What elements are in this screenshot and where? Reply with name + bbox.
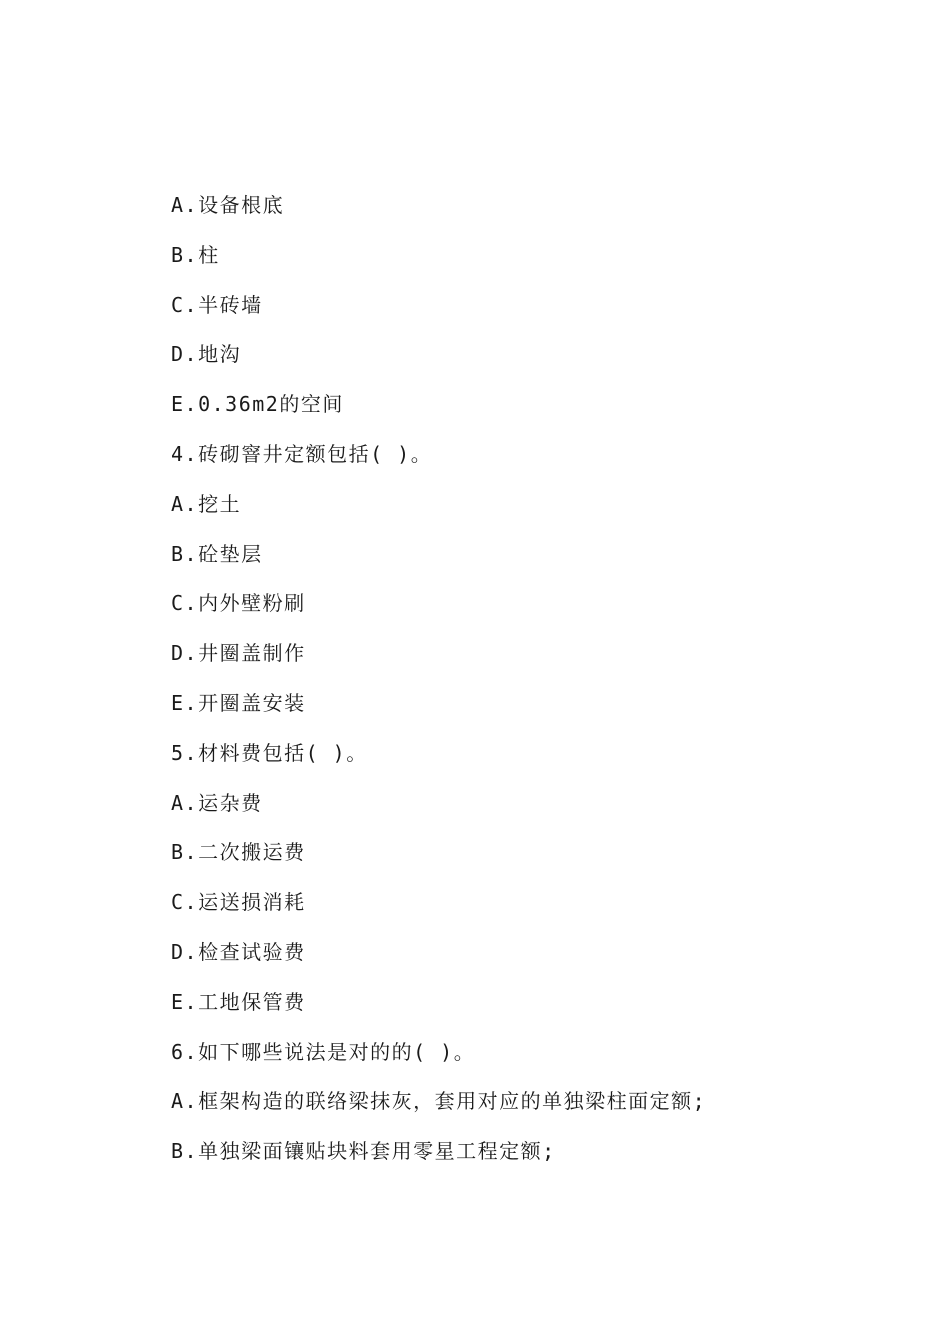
option-line: B.柱 bbox=[171, 242, 220, 267]
option-line: A.运杂费 bbox=[171, 790, 263, 815]
document-body bbox=[171, 190, 891, 1186]
option-line: C.运送损消耗 bbox=[171, 890, 306, 915]
option-line: B.砼垫层 bbox=[171, 541, 263, 566]
option-line: D.地沟 bbox=[171, 342, 242, 367]
option-line: A.设备根底 bbox=[171, 193, 285, 217]
question-line: 4.砖砌窨井定额包括( )。 bbox=[171, 441, 433, 466]
question-line: 5.材料费包括( )。 bbox=[171, 740, 368, 765]
option-line: E.开圈盖安装 bbox=[171, 690, 306, 715]
option-line: C.内外壁粉刷 bbox=[171, 591, 306, 616]
option-line: E.0.36m2的空间 bbox=[171, 392, 344, 417]
option-line: D.检查试验费 bbox=[171, 939, 306, 964]
option-line: E.工地保管费 bbox=[171, 989, 306, 1014]
option-line: B.单独梁面镶贴块料套用零星工程定额; bbox=[171, 1139, 556, 1164]
question-line: 6.如下哪些说法是对的的( )。 bbox=[171, 1039, 476, 1064]
option-line: B.二次搬运费 bbox=[171, 840, 306, 865]
option-line: C.半砖墙 bbox=[171, 292, 263, 317]
option-line: D.井圈盖制作 bbox=[171, 641, 306, 666]
option-line: A.挖土 bbox=[171, 491, 242, 516]
option-line: A.框架构造的联络梁抹灰，套用对应的单独梁柱面定额; bbox=[171, 1089, 707, 1114]
